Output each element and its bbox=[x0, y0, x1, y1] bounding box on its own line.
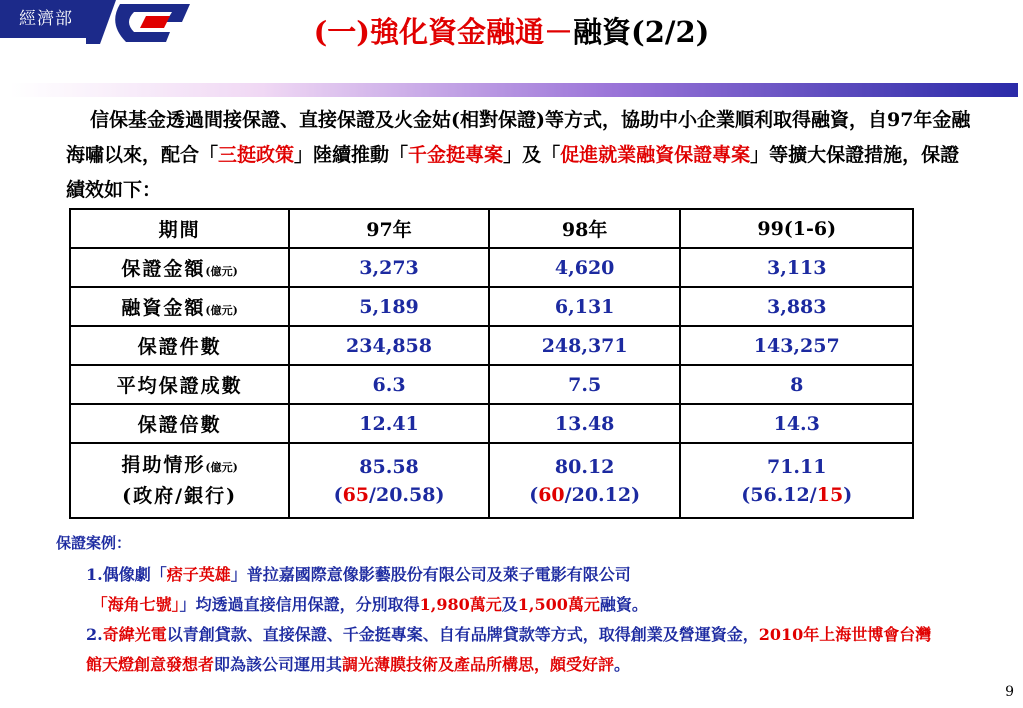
table-cell: 5,189 bbox=[289, 287, 489, 326]
row-label: 保證倍數 bbox=[70, 404, 289, 443]
table-cell: 248,371 bbox=[489, 326, 681, 365]
row-label: 保證件數 bbox=[70, 326, 289, 365]
header-cell-99: 99(1-6) bbox=[680, 209, 913, 248]
table-row bbox=[70, 287, 913, 326]
table-cell: 7.5 bbox=[489, 365, 681, 404]
table-header-row bbox=[70, 209, 913, 248]
table-cell: 6.3 bbox=[289, 365, 489, 404]
table-cell: 4,620 bbox=[489, 248, 681, 287]
guarantee-performance-table bbox=[69, 208, 914, 519]
highlight-policy: 三挺政策 bbox=[218, 144, 295, 166]
table-row-donation bbox=[70, 443, 913, 518]
table-row bbox=[70, 365, 913, 404]
row-label: 融資金額(億元) bbox=[70, 287, 289, 326]
table-cell: 12.41 bbox=[289, 404, 489, 443]
ministry-badge: 經濟部 bbox=[0, 0, 92, 38]
table-cell: 13.48 bbox=[489, 404, 681, 443]
case-item-1: 1.偶像劇「痞子英雄」普拉嘉國際意像影藝股份有限公司及萊子電影有限公司 「海角七號」」均透過直接信用保證，分別取得1,980萬元及1,500萬元融資。 bbox=[86, 565, 648, 614]
table-cell: 6,131 bbox=[489, 287, 681, 326]
case-item-2: 2.奇緯光電以青創貸款、直接保證、千金挺專案、自有品牌貸款等方式，取得創業及營運資金，2010年上海世博會台灣館天燈創意發想者即為該公司運用其調光薄膜技術及產品所構思，頗受好評。 bbox=[86, 625, 932, 674]
intro-paragraph: 信保基金透過間接保證、直接保證及火金姑(相對保證)等方式，協助中小企業順利取得融資，自97年金融海嘯以來，配合「三挺政策」陸續推動「千金挺專案」及「促進就業融資保證專案」等擴大保證措施，保證績效如下： bbox=[66, 109, 971, 201]
table-cell: 234,858 bbox=[289, 326, 489, 365]
header-cell-97: 97年 bbox=[289, 209, 489, 248]
row-label: 平均保證成數 bbox=[70, 365, 289, 404]
table-cell: 3,273 bbox=[289, 248, 489, 287]
table-cell: 143,257 bbox=[680, 326, 913, 365]
table-cell: 14.3 bbox=[680, 404, 913, 443]
donation-cell: 85.58 (65/20.58) bbox=[289, 443, 489, 518]
row-label: 捐助情形(億元) (政府/銀行) bbox=[70, 443, 289, 518]
highlight-employment-project: 促進就業融資保證專案 bbox=[560, 144, 751, 166]
page-number: 9 bbox=[1005, 684, 1014, 700]
table-row bbox=[70, 248, 913, 287]
title-divider bbox=[10, 83, 1018, 97]
highlight-project: 千金挺專案 bbox=[408, 144, 504, 166]
title-black-part: 融資(2/2) bbox=[573, 15, 710, 49]
table-row bbox=[70, 404, 913, 443]
table-cell: 3,113 bbox=[680, 248, 913, 287]
row-label: 保證金額(億元) bbox=[70, 248, 289, 287]
donation-cell: 71.11 (56.12/15) bbox=[680, 443, 913, 518]
table-cell: 8 bbox=[680, 365, 913, 404]
page-title bbox=[0, 10, 1023, 51]
header-cell-period: 期間 bbox=[70, 209, 289, 248]
header-cell-98: 98年 bbox=[489, 209, 681, 248]
title-red-part: (一)強化資金融通－ bbox=[313, 15, 574, 49]
table-cell: 3,883 bbox=[680, 287, 913, 326]
table-row bbox=[70, 326, 913, 365]
donation-cell: 80.12 (60/20.12) bbox=[489, 443, 681, 518]
cases-heading: 保證案例： bbox=[56, 534, 132, 552]
